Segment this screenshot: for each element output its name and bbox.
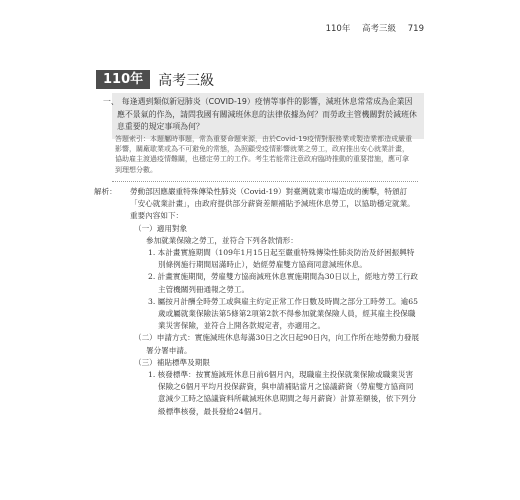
- item-lead-1: 參加就業保險之勞工，並符合下列各款情形：: [146, 235, 298, 245]
- item-heading-3: （三）補貼標準及期限: [134, 357, 210, 367]
- item-heading-2: （二）申請方式：實施減班休息每滿30日之次日起90日內，向工作所在地勞動力發展署分署申請。: [134, 333, 420, 355]
- page-number: 719: [407, 24, 424, 34]
- running-head-chapter: 110年: [325, 24, 351, 34]
- item-heading-1: （一）適用對象: [134, 223, 188, 233]
- subitem-1-1: 1. 本計畫實施期間（109年1月15日起至嚴重特殊傳染性肺炎防治及紓困振興特別條例施行期間屆滿時止），始經勞雇雙方協商同意減班休息。: [148, 248, 415, 270]
- subitem-1-2: 2. 計畫實施期間，勞雇雙方協商減班休息實施期間為30日以上，經地方勞工行政主管機關列冊通報之勞工。: [148, 272, 418, 294]
- answer-hint-text: 答題索引：本題屬時事題，常為重要命題來源，由於Covid-19疫情對服務業或製造業都造成嚴重影響，關廠歇業或為不可避免的常態，為照顧受疫情影響就業之勞工，政府推出安心就業計畫，協助雇主渡過疫情難關，也穩定勞工的工作。考生若能常注意政府臨時推動的重要措施，應可拿到理想分數。: [115, 135, 413, 174]
- section-badge: 110年: [96, 70, 150, 89]
- section-header: [96, 70, 214, 89]
- analysis-label: 解析：: [94, 187, 117, 196]
- analysis: [94, 186, 420, 418]
- running-head: [326, 22, 424, 34]
- analysis-intro-row: [94, 186, 420, 223]
- subitem-3-1: 1. 核發標準：按實施減班休息日前6個月內，現職雇主投保就業保險或職業災害保險之6個月平均月投保薪資，與申請補貼當月之協議薪資（勞雇雙方協商同意減少工時之協議資料所載減班休息期間之每月薪資）計算差額後，依下列分級標準核發，最長發給24個月。: [148, 370, 417, 416]
- answer-hint: [112, 132, 418, 182]
- analysis-intro: 勞動部因應嚴重特殊傳染性肺炎（Covid-19）對臺灣就業市場造成的衝擊，特頒訂「安心就業計畫」，由政府提供部分薪資差額補貼予減班休息勞工，以協助穩定就業。重要內容如下：: [130, 187, 415, 221]
- question-text: 每逢遇到類似新冠肺炎（COVID-19）疫情等事件的影響，減班休息常常成為企業因應不景氣的作為，請問我國有關減班休息的法律依據為何？而勞政主管機關對於減班休息重要的規定事項為何？: [117, 97, 417, 131]
- subitem-1-3: 3. 屬按月計酬全時勞工或與雇主約定正常工作日數及時間之部分工時勞工。逾65歲或屬就業保險法第5條第2項第2款不得參加就業保險人員，經其雇主投保職業災害保險，並符合上開各款規定者，亦適用之。: [148, 296, 418, 331]
- section-title: 高考三級: [158, 72, 215, 89]
- running-head-exam: 高考三級: [362, 24, 397, 34]
- question-number: 一、: [103, 97, 119, 106]
